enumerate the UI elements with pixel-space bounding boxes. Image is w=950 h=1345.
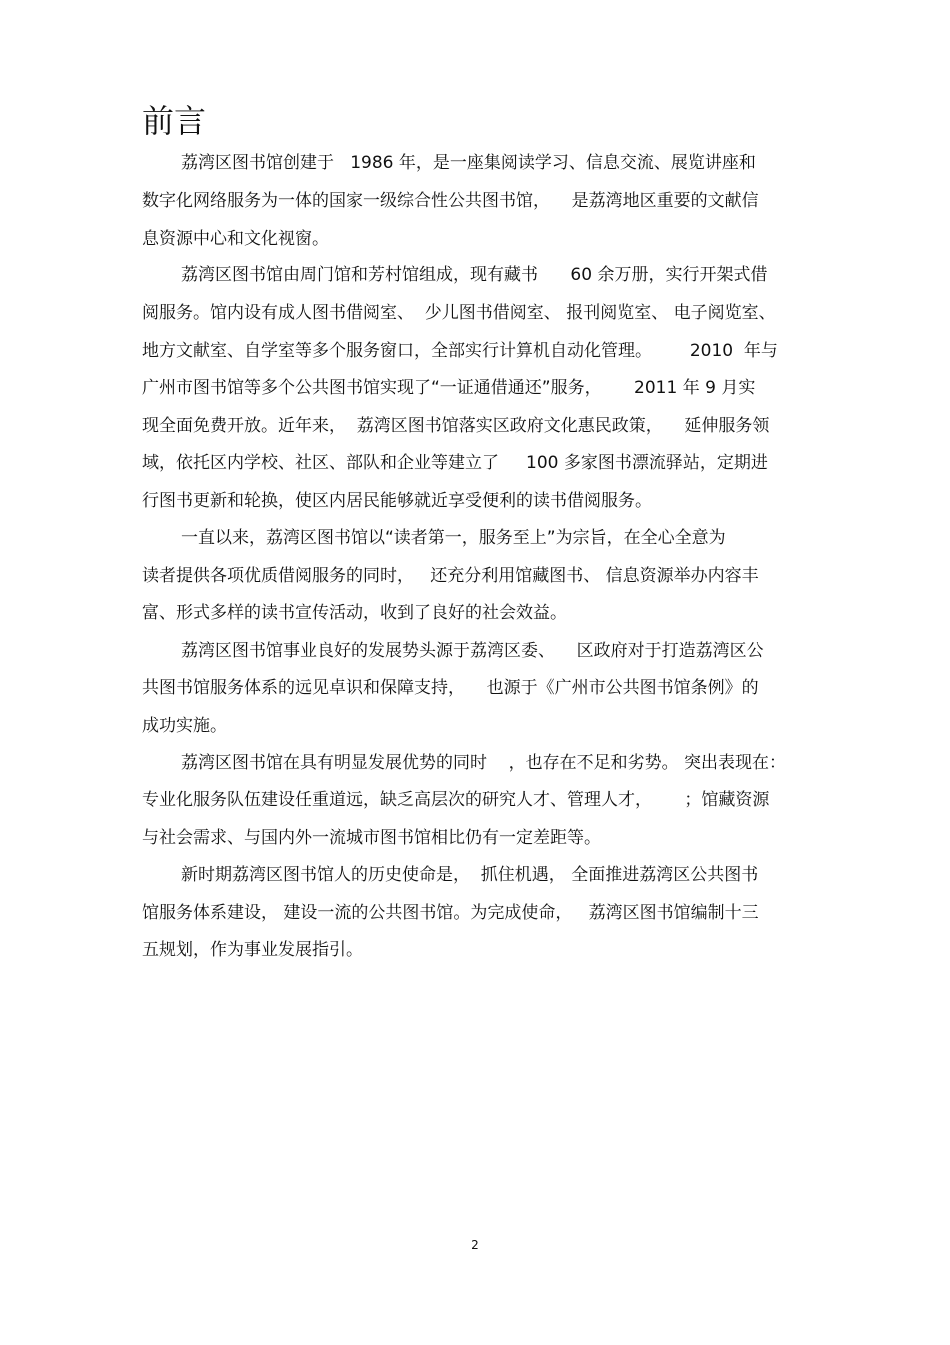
paragraph-1-line-2: 数字化网络服务为一体的国家一级综合性公共图书馆， 是荔湾地区重要的文献信 [142, 191, 759, 211]
paragraph-3-line-3: 富、形式多样的读书宣传活动，收到了良好的社会效益。 [142, 603, 567, 623]
page-title: 前言 [142, 102, 207, 140]
paragraph-2-line-3: 地方文献室、自学室等多个服务窗口，全部实行计算机自动化管理。 2010 年与 [142, 341, 778, 361]
paragraph-5-line-3: 与社会需求、与国内外一流城市图书馆相比仍有一定差距等。 [142, 828, 601, 848]
paragraph-4-line-2: 共图书馆服务体系的远见卓识和保障支持， 也源于《广州市公共图书馆条例》的 [142, 678, 759, 698]
paragraph-6-line-2: 馆服务体系建设， 建设一流的公共图书馆。为完成使命， 荔湾区图书馆编制十三 [142, 903, 759, 923]
paragraph-2-line-2: 阅服务。馆内设有成人图书借阅室、 少儿图书借阅室、 报刊阅览室、 电子阅览室、 [142, 303, 776, 323]
paragraph-2-line-4: 广州市图书馆等多个公共图书馆实现了“一证通借通还”服务， 2011 年 9 月实 [142, 378, 756, 398]
paragraph-1-line-1: 荔湾区图书馆创建于 1986 年，是一座集阅读学习、信息交流、展览讲座和 [181, 153, 756, 173]
paragraph-4-line-1: 荔湾区图书馆事业良好的发展势头源于荔湾区委、 区政府对于打造荔湾区公 [181, 641, 764, 661]
page-number: 2 [471, 1238, 479, 1252]
paragraph-6-line-3: 五规划，作为事业发展指引。 [142, 940, 363, 960]
paragraph-2-line-5: 现全面免费开放。近年来， 荔湾区图书馆落实区政府文化惠民政策， 延伸服务领 [142, 416, 770, 436]
paragraph-4-line-3: 成功实施。 [142, 716, 227, 736]
paragraph-6-line-1: 新时期荔湾区图书馆人的历史使命是， 抓住机遇， 全面推进荔湾区公共图书 [181, 865, 759, 885]
paragraph-3-line-2: 读者提供各项优质借阅服务的同时， 还充分利用馆藏图书、 信息资源举办内容丰 [142, 566, 759, 586]
paragraph-2-line-1: 荔湾区图书馆由周门馆和芳村馆组成，现有藏书 60 余万册，实行开架式借 [181, 265, 768, 285]
paragraph-2-line-7: 行图书更新和轮换，使区内居民能够就近享受便利的读书借阅服务。 [142, 491, 652, 511]
paragraph-5-line-1: 荔湾区图书馆在具有明显发展优势的同时 ，也存在不足和劣势。 突出表现在： [181, 753, 787, 773]
paragraph-3-line-1: 一直以来，荔湾区图书馆以“读者第一，服务至上”为宗旨，在全心全意为 [181, 528, 726, 548]
paragraph-1-line-3: 息资源中心和文化视窗。 [142, 229, 329, 249]
paragraph-2-line-6: 域，依托区内学校、社区、部队和企业等建立了 100 多家图书漂流驿站，定期进 [142, 453, 768, 473]
paragraph-5-line-2: 专业化服务队伍建设任重道远，缺乏高层次的研究人才、管理人才， ；馆藏资源 [142, 790, 770, 810]
